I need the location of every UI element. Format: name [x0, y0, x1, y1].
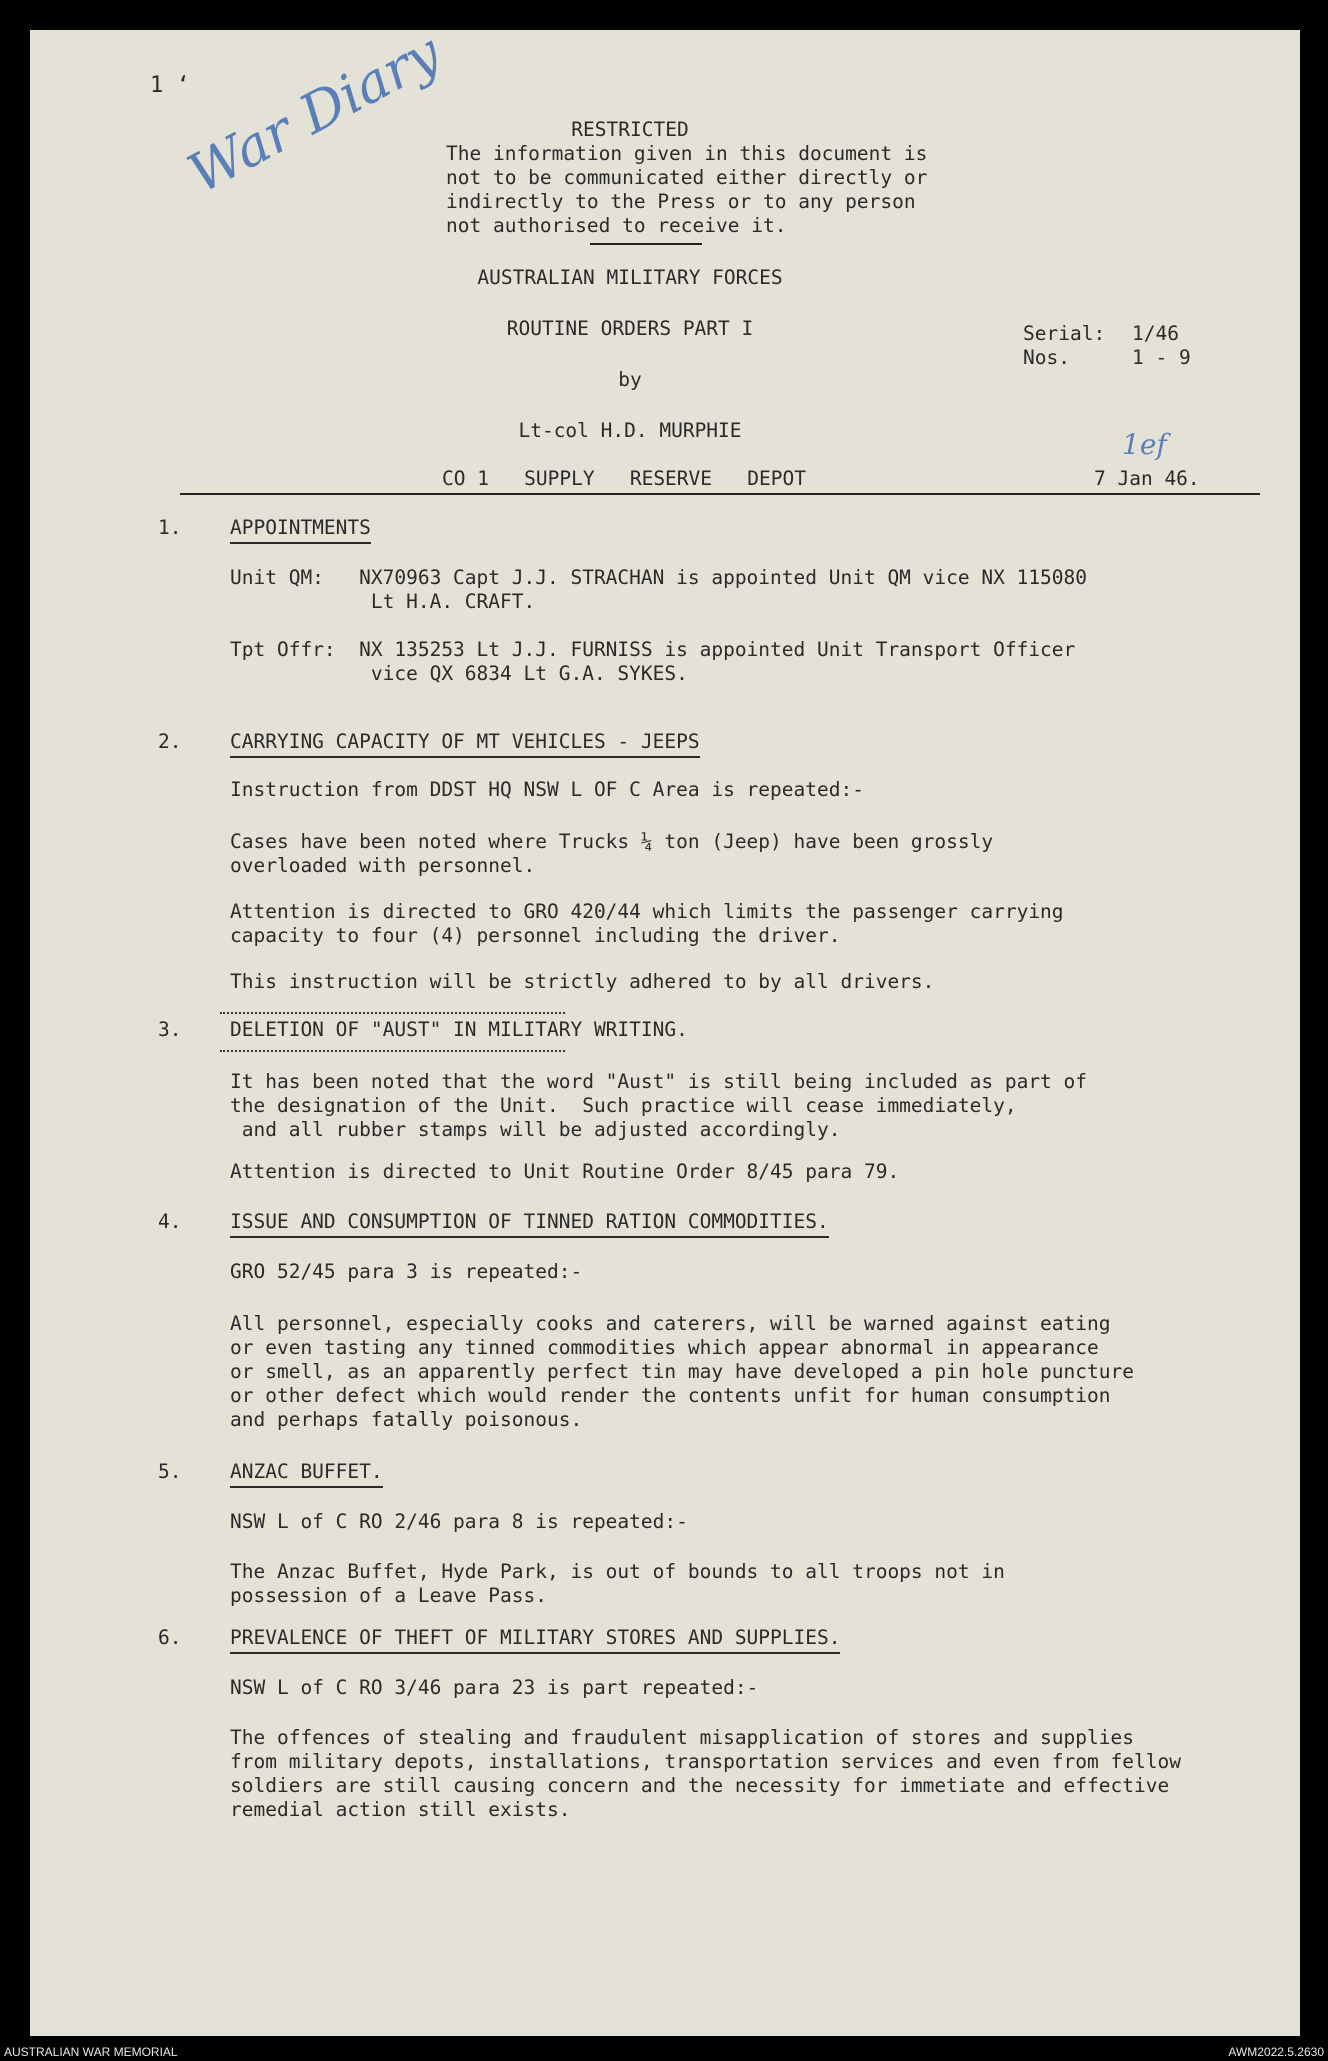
restriction-line-1: The information given in this document is: [446, 142, 928, 165]
restriction-underline: [590, 243, 702, 245]
section-title: CARRYING CAPACITY OF MT VEHICLES - JEEPS: [230, 730, 700, 758]
section-para: NSW L of C RO 3/46 para 23 is part repeated:-: [230, 1676, 759, 1699]
section-para: Attention is directed to Unit Routine Order 8/45 para 79.: [230, 1160, 900, 1183]
restricted-title: RESTRICTED: [571, 118, 689, 141]
section-title: APPOINTMENTS: [230, 516, 371, 544]
section-number: 2.: [158, 730, 182, 753]
section-para: NSW L of C RO 2/46 para 8 is repeated:-: [230, 1510, 688, 1533]
section-para: Unit QM: NX70963 Capt J.J. STRACHAN is appointed Unit QM vice NX 115080 Lt H.A. CRAFT.: [230, 566, 1088, 613]
force-title: AUSTRALIAN MILITARY FORCES: [477, 266, 783, 289]
section-para: The Anzac Buffet, Hyde Park, is out of bounds to all troops not in possession of a Leave Pass.: [230, 1560, 1005, 1607]
section-para: It has been noted that the word "Aust" is still being included as part of the designation of the Unit. Such practice will cease immediately, and all rubber stamps will be adjusted accordingly.: [230, 1070, 1088, 1141]
page-corner-mark: 1 ‘: [150, 73, 190, 98]
section-title: DELETION OF "AUST" IN MILITARY WRITING.: [230, 1018, 688, 1041]
unit-line: CO 1 SUPPLY RESERVE DEPOT: [442, 467, 806, 490]
section-para: Attention is directed to GRO 420/44 which limits the passenger carrying capacity to four (4) personnel including the driver.: [230, 900, 1064, 947]
section-para: The offences of stealing and fraudulent misapplication of stores and supplies from military depots, installations, transportation services and even from fellow soldiers are still causing concern and the necessity for immetiate and effective remedial action still exists.: [230, 1726, 1181, 1821]
nos-value: 1 - 9: [1132, 346, 1191, 369]
section-title: ISSUE AND CONSUMPTION OF TINNED RATION COMMODITIES.: [230, 1210, 829, 1238]
officer-name: Lt-col H.D. MURPHIE: [518, 419, 742, 442]
header-rule: [180, 493, 1260, 495]
restriction-line-2: not to be communicated either directly or: [446, 166, 928, 189]
section-para: All personnel, especially cooks and caterers, will be warned against eating or even tasting any tinned commodities which appear abnormal in appearance or smell, as an apparently perfect tin may have developed a pin hole puncture or other defect which would render the contents unfit for human consumption and perhaps fatally poisonous.: [230, 1312, 1134, 1431]
section-para: This instruction will be strictly adhered to by all drivers.: [230, 970, 935, 993]
document-page: [30, 20, 1300, 2036]
section-para: GRO 52/45 para 3 is repeated:-: [230, 1260, 583, 1283]
section-number: 5.: [158, 1460, 182, 1483]
section-number: 6.: [158, 1626, 182, 1649]
order-date: 7 Jan 46.: [1094, 467, 1200, 490]
section-para: Tpt Offr: NX 135253 Lt J.J. FURNISS is appointed Unit Transport Officer vice QX 6834 Lt G.A. SYKES.: [230, 638, 1076, 685]
footer-source: AUSTRALIAN WAR MEMORIAL: [4, 2045, 178, 2059]
by-line: by: [618, 368, 642, 391]
section-title: PREVALENCE OF THEFT OF MILITARY STORES AND SUPPLIES.: [230, 1626, 840, 1654]
orders-title: ROUTINE ORDERS PART I: [506, 317, 754, 340]
serial-value: 1/46: [1132, 322, 1179, 345]
section-para: Cases have been noted where Trucks ¼ ton (Jeep) have been grossly overloaded with personnel.: [230, 830, 994, 877]
section-number: 1.: [158, 516, 182, 539]
restriction-line-3: indirectly to the Press or to any person: [446, 190, 916, 213]
footer-accession-number: AWM2022.5.2630: [1228, 2045, 1324, 2059]
handwritten-page-ref: 1ef: [1122, 428, 1167, 461]
section-title: ANZAC BUFFET.: [230, 1460, 383, 1488]
nos-label: Nos.: [1023, 346, 1070, 369]
restriction-line-4: not authorised to receive it.: [446, 214, 787, 237]
section-number: 4.: [158, 1210, 182, 1233]
serial-label: Serial:: [1023, 322, 1106, 345]
section-para: Instruction from DDST HQ NSW L OF C Area is repeated:-: [230, 778, 864, 801]
handwritten-war-diary-note: War Diary: [178, 20, 451, 206]
section-number: 3.: [158, 1018, 182, 1041]
